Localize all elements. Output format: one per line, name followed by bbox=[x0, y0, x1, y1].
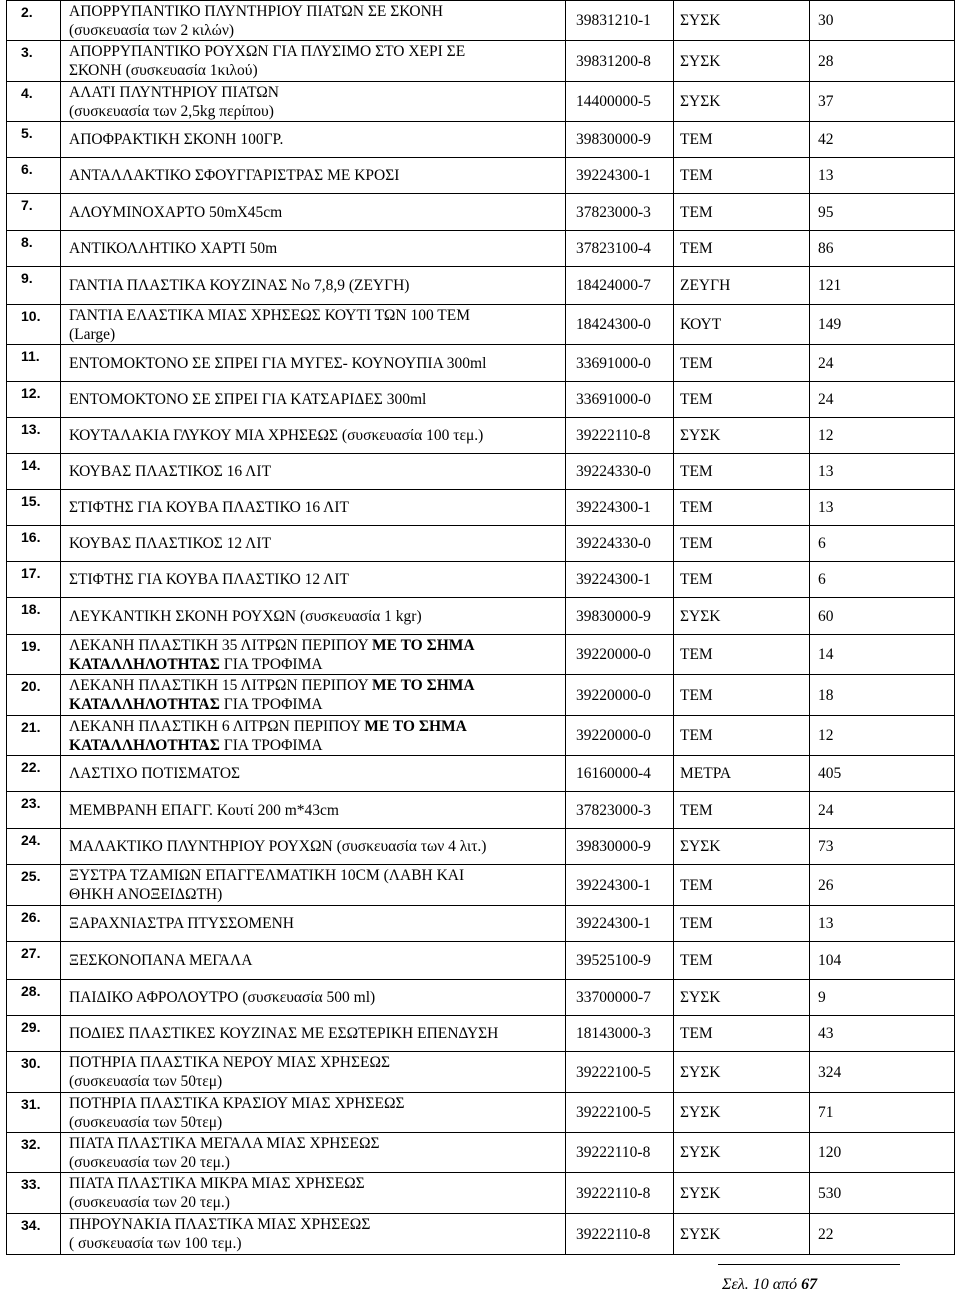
items-table bbox=[6, 0, 955, 1255]
item-number: 11. bbox=[7, 345, 61, 382]
item-quantity: 95 bbox=[810, 194, 955, 231]
text-segment: ΓΙΑ ΤΡΟΦΙΜΑ bbox=[219, 736, 323, 754]
description-line: ΘΗΚΗ ΑΝΟΞΕΙΔΩΤΗ) bbox=[69, 886, 223, 903]
page-footer bbox=[722, 1276, 817, 1294]
description-line: ΜΕΜΒΡΑΝΗ ΕΠΑΓΓ. Κουτί 200 m*43cm bbox=[69, 801, 339, 819]
description-line: ΕΝΤΟΜΟΚΤΟΝΟ ΣΕ ΣΠΡΕΙ ΓΙΑ ΜΥΓΕΣ- ΚΟΥΝΟΥΠΙΑ 300ml bbox=[69, 354, 487, 372]
item-quantity: 6 bbox=[810, 526, 955, 562]
item-cpv-code: 39224300-1 bbox=[566, 562, 674, 598]
item-description bbox=[61, 635, 566, 675]
item-unit: ΤΕΜ bbox=[674, 562, 810, 598]
item-unit: ΤΕΜ bbox=[674, 792, 810, 829]
table-row bbox=[7, 345, 955, 382]
table-row bbox=[7, 829, 955, 865]
item-description bbox=[61, 1052, 566, 1093]
item-description bbox=[61, 382, 566, 418]
item-description bbox=[61, 1133, 566, 1173]
table-row bbox=[7, 906, 955, 942]
table-row bbox=[7, 418, 955, 454]
item-quantity: 28 bbox=[810, 41, 955, 82]
item-cpv-code: 39222100-5 bbox=[566, 1093, 674, 1133]
table-row bbox=[7, 305, 955, 345]
table-row bbox=[7, 598, 955, 635]
table-row bbox=[7, 1052, 955, 1093]
description-line: ΑΠΟΡΡΥΠΑΝΤΙΚΟ ΠΛΥΝΤΗΡΙΟΥ ΠΙΑΤΩΝ ΣΕ ΣΚΟΝΗ bbox=[69, 2, 443, 20]
item-number: 28. bbox=[7, 980, 61, 1016]
footer-separator: από bbox=[768, 1276, 802, 1293]
item-quantity: 24 bbox=[810, 345, 955, 382]
item-quantity: 13 bbox=[810, 158, 955, 194]
table-row bbox=[7, 526, 955, 562]
item-cpv-code: 39222110-8 bbox=[566, 418, 674, 454]
item-number: 15. bbox=[7, 490, 61, 526]
item-description bbox=[61, 526, 566, 562]
item-quantity: 24 bbox=[810, 792, 955, 829]
item-quantity: 13 bbox=[810, 906, 955, 942]
item-number: 8. bbox=[7, 231, 61, 267]
item-number: 23. bbox=[7, 792, 61, 829]
item-number: 20. bbox=[7, 675, 61, 716]
item-unit: ΣΥΣΚ bbox=[674, 980, 810, 1016]
description-line: ΛΑΣΤΙΧΟ ΠΟΤΙΣΜΑΤΟΣ bbox=[69, 765, 241, 782]
text-segment: ΓΙΑ ΤΡΟΦΙΜΑ bbox=[219, 696, 323, 713]
table-row bbox=[7, 716, 955, 756]
table-row bbox=[7, 756, 955, 792]
item-cpv-code: 39224300-1 bbox=[566, 906, 674, 942]
description-line bbox=[69, 676, 559, 695]
item-quantity: 12 bbox=[810, 418, 955, 454]
description-line: ΛΕΥΚΑΝΤΙΚΗ ΣΚΟΝΗ ΡΟΥΧΩΝ (συσκευασία 1 kgr) bbox=[69, 607, 422, 625]
description-line: ΠΗΡΟΥΝΑΚΙΑ ΠΛΑΣΤΙΚΑ ΜΙΑΣ ΧΡΗΣΕΩΣ bbox=[69, 1216, 371, 1233]
item-unit: ΤΕΜ bbox=[674, 675, 810, 716]
item-quantity: 324 bbox=[810, 1052, 955, 1093]
item-unit: ΤΕΜ bbox=[674, 635, 810, 675]
item-quantity: 6 bbox=[810, 562, 955, 598]
footer-total-pages: 67 bbox=[801, 1276, 818, 1293]
item-cpv-code: 39220000-0 bbox=[566, 716, 674, 756]
description-line: ΑΠΟΦΡΑΚΤΙΚΗ ΣΚΟΝΗ 100ΓΡ. bbox=[69, 131, 284, 148]
item-quantity: 22 bbox=[810, 1214, 955, 1255]
item-number: 31. bbox=[7, 1093, 61, 1133]
item-quantity: 149 bbox=[810, 305, 955, 345]
description-line: ΞΑΡΑΧΝΙΑΣΤΡΑ ΠΤΥΣΣΟΜΕΝΗ bbox=[69, 915, 294, 932]
description-line bbox=[69, 736, 559, 755]
table-row bbox=[7, 865, 955, 906]
item-cpv-code: 37823100-4 bbox=[566, 231, 674, 267]
item-unit: ΤΕΜ bbox=[674, 942, 810, 980]
item-cpv-code: 18424000-7 bbox=[566, 267, 674, 305]
description-line: ΑΝΤΑΛΛΑΚΤΙΚΟ ΣΦΟΥΓΓΑΡΙΣΤΡΑΣ ΜΕ ΚΡΟΣΙ bbox=[69, 167, 400, 184]
item-cpv-code: 39220000-0 bbox=[566, 675, 674, 716]
item-number: 5. bbox=[7, 122, 61, 158]
description-line: ΑΛΟΥΜΙΝΟΧΑΡΤΟ 50mX45cm bbox=[69, 203, 283, 221]
description-line: ΞΥΣΤΡΑ ΤΖΑΜΙΩΝ ΕΠΑΓΓΕΛΜΑΤΙΚΗ 10CM (ΛΑΒΗ ΚΑΙ bbox=[69, 867, 465, 884]
item-description bbox=[61, 675, 566, 716]
item-quantity: 42 bbox=[810, 122, 955, 158]
document-page bbox=[6, 0, 954, 1255]
item-cpv-code: 39222110-8 bbox=[566, 1133, 674, 1173]
description-line: (συσκευασία των 2 κιλών) bbox=[69, 21, 234, 39]
item-number: 22. bbox=[7, 756, 61, 792]
item-description bbox=[61, 267, 566, 305]
item-description bbox=[61, 41, 566, 82]
item-cpv-code: 39525100-9 bbox=[566, 942, 674, 980]
table-row bbox=[7, 1133, 955, 1173]
item-number: 9. bbox=[7, 267, 61, 305]
item-description bbox=[61, 829, 566, 865]
item-cpv-code: 39224300-1 bbox=[566, 158, 674, 194]
item-quantity: 43 bbox=[810, 1016, 955, 1052]
item-unit: ΣΥΣΚ bbox=[674, 1133, 810, 1173]
table-row bbox=[7, 1173, 955, 1214]
item-description bbox=[61, 454, 566, 490]
item-number: 29. bbox=[7, 1016, 61, 1052]
description-line: ΚΟΥΤΑΛΑΚΙΑ ΓΛΥΚΟΥ ΜΙΑ ΧΡΗΣΕΩΣ (συσκευασία 100 τεμ.) bbox=[69, 427, 484, 444]
item-number: 12. bbox=[7, 382, 61, 418]
table-row bbox=[7, 942, 955, 980]
table-row bbox=[7, 267, 955, 305]
item-description bbox=[61, 562, 566, 598]
table-row bbox=[7, 158, 955, 194]
item-description bbox=[61, 158, 566, 194]
description-line: ΣΚΟΝΗ (συσκευασία 1κιλού) bbox=[69, 62, 258, 79]
item-description bbox=[61, 345, 566, 382]
table-row bbox=[7, 82, 955, 122]
item-number: 6. bbox=[7, 158, 61, 194]
description-line: (συσκευασία των 2,5kg περίπου) bbox=[69, 102, 274, 120]
item-number: 25. bbox=[7, 865, 61, 906]
description-line: ΣΤΙΦΤΗΣ ΓΙΑ ΚΟΥΒΑ ΠΛΑΣΤΙΚΟ 12 ΛΙΤ bbox=[69, 571, 350, 588]
table-row bbox=[7, 792, 955, 829]
item-description bbox=[61, 1, 566, 41]
item-number: 13. bbox=[7, 418, 61, 454]
bold-text: ΜΕ ΤΟ ΣΗΜΑ bbox=[372, 636, 475, 654]
item-description bbox=[61, 305, 566, 345]
description-line: ΓΑΝΤΙΑ ΠΛΑΣΤΙΚΑ ΚΟΥΖΙΝΑΣ Νο 7,8,9 (ΖΕΥΓΗ) bbox=[69, 277, 410, 294]
item-unit: ΤΕΜ bbox=[674, 716, 810, 756]
item-quantity: 71 bbox=[810, 1093, 955, 1133]
item-cpv-code: 39222100-5 bbox=[566, 1052, 674, 1093]
table-row bbox=[7, 1214, 955, 1255]
item-quantity: 9 bbox=[810, 980, 955, 1016]
item-quantity: 13 bbox=[810, 454, 955, 490]
item-number: 14. bbox=[7, 454, 61, 490]
description-line: ΚΟΥΒΑΣ ΠΛΑΣΤΙΚΟΣ 12 ΛΙΤ bbox=[69, 535, 272, 552]
bold-text: ΜΕ ΤΟ ΣΗΜΑ bbox=[372, 677, 475, 694]
item-cpv-code: 39220000-0 bbox=[566, 635, 674, 675]
item-unit: ΣΥΣΚ bbox=[674, 598, 810, 635]
description-line: ΠΟΤΗΡΙΑ ΠΛΑΣΤΙΚΑ ΚΡΑΣΙΟΥ ΜΙΑΣ ΧΡΗΣΕΩΣ bbox=[69, 1094, 405, 1112]
description-line: (συσκευασία των 50τεμ) bbox=[69, 1073, 223, 1090]
item-unit: ΤΕΜ bbox=[674, 122, 810, 158]
table-row bbox=[7, 382, 955, 418]
item-number: 3. bbox=[7, 41, 61, 82]
item-number: 34. bbox=[7, 1214, 61, 1255]
item-description bbox=[61, 490, 566, 526]
item-description bbox=[61, 980, 566, 1016]
table-row bbox=[7, 1, 955, 41]
item-description bbox=[61, 792, 566, 829]
item-unit: ΤΕΜ bbox=[674, 526, 810, 562]
item-quantity: 24 bbox=[810, 382, 955, 418]
item-number: 33. bbox=[7, 1173, 61, 1214]
item-unit: ΣΥΣΚ bbox=[674, 1, 810, 41]
item-number: 27. bbox=[7, 942, 61, 980]
description-line: (Large) bbox=[69, 325, 116, 343]
text-segment: ΓΙΑ ΤΡΟΦΙΜΑ bbox=[219, 655, 323, 673]
description-line: ΕΝΤΟΜΟΚΤΟΝΟ ΣΕ ΣΠΡΕΙ ΓΙΑ ΚΑΤΣΑΡΙΔΕΣ 300ml bbox=[69, 391, 427, 408]
item-number: 17. bbox=[7, 562, 61, 598]
description-line bbox=[69, 655, 559, 674]
item-unit: ΜΕΤΡΑ bbox=[674, 756, 810, 792]
item-unit: ΣΥΣΚ bbox=[674, 1093, 810, 1133]
item-cpv-code: 39831210-1 bbox=[566, 1, 674, 41]
item-description bbox=[61, 716, 566, 756]
item-quantity: 12 bbox=[810, 716, 955, 756]
item-number: 16. bbox=[7, 526, 61, 562]
item-number: 24. bbox=[7, 829, 61, 865]
table-row bbox=[7, 194, 955, 231]
item-number: 30. bbox=[7, 1052, 61, 1093]
item-number: 2. bbox=[7, 1, 61, 41]
item-quantity: 14 bbox=[810, 635, 955, 675]
text-segment: ΛΕΚΑΝΗ ΠΛΑΣΤΙΚΗ 15 ΛΙΤΡΩΝ ΠΕΡΙΠΟΥ bbox=[69, 677, 373, 694]
item-unit: ΚΟΥΤ bbox=[674, 305, 810, 345]
item-quantity: 26 bbox=[810, 865, 955, 906]
item-quantity: 530 bbox=[810, 1173, 955, 1214]
item-description bbox=[61, 906, 566, 942]
item-quantity: 405 bbox=[810, 756, 955, 792]
description-line: ΠΙΑΤΑ ΠΛΑΣΤΙΚΑ ΜΕΓΑΛΑ ΜΙΑΣ ΧΡΗΣΕΩΣ bbox=[69, 1134, 380, 1152]
description-line: (συσκευασία των 20 τεμ.) bbox=[69, 1153, 230, 1171]
item-description bbox=[61, 1214, 566, 1255]
bold-text: ΚΑΤΑΛΛΗΛΟΤΗΤΑΣ bbox=[69, 655, 220, 673]
item-description bbox=[61, 942, 566, 980]
item-number: 32. bbox=[7, 1133, 61, 1173]
item-cpv-code: 39831200-8 bbox=[566, 41, 674, 82]
item-cpv-code: 39830000-9 bbox=[566, 122, 674, 158]
item-cpv-code: 33691000-0 bbox=[566, 382, 674, 418]
description-line: ΜΑΛΑΚΤΙΚΟ ΠΛΥΝΤΗΡΙΟΥ ΡΟΥΧΩΝ (συσκευασία των 4 λιτ.) bbox=[69, 838, 487, 855]
item-cpv-code: 39222110-8 bbox=[566, 1214, 674, 1255]
item-unit: ΣΥΣΚ bbox=[674, 829, 810, 865]
description-line: ΣΤΙΦΤΗΣ ΓΙΑ ΚΟΥΒΑ ΠΛΑΣΤΙΚΟ 16 ΛΙΤ bbox=[69, 499, 350, 516]
item-quantity: 18 bbox=[810, 675, 955, 716]
description-line: ΠΑΙΔΙΚΟ ΑΦΡΟΛΟΥΤΡΟ (συσκευασία 500 ml) bbox=[69, 989, 376, 1006]
description-line: (συσκευασία των 50τεμ) bbox=[69, 1113, 223, 1131]
item-cpv-code: 18143000-3 bbox=[566, 1016, 674, 1052]
item-cpv-code: 39224330-0 bbox=[566, 454, 674, 490]
item-unit: ΣΥΣΚ bbox=[674, 41, 810, 82]
description-line: ΑΝΤΙΚΟΛΛΗΤΙΚΟ ΧΑΡΤΙ 50m bbox=[69, 240, 278, 257]
item-cpv-code: 14400000-5 bbox=[566, 82, 674, 122]
item-description bbox=[61, 231, 566, 267]
item-description bbox=[61, 1093, 566, 1133]
item-number: 7. bbox=[7, 194, 61, 231]
table-row bbox=[7, 1093, 955, 1133]
item-quantity: 73 bbox=[810, 829, 955, 865]
item-number: 19. bbox=[7, 635, 61, 675]
description-line: ( συσκευασία των 100 τεμ.) bbox=[69, 1235, 242, 1252]
item-unit: ΤΕΜ bbox=[674, 345, 810, 382]
table-row bbox=[7, 980, 955, 1016]
item-quantity: 104 bbox=[810, 942, 955, 980]
item-cpv-code: 39830000-9 bbox=[566, 829, 674, 865]
item-quantity: 13 bbox=[810, 490, 955, 526]
table-row bbox=[7, 122, 955, 158]
item-cpv-code: 37823000-3 bbox=[566, 194, 674, 231]
item-cpv-code: 16160000-4 bbox=[566, 756, 674, 792]
description-line: ΑΛΑΤΙ ΠΛΥΝΤΗΡΙΟΥ ΠΙΑΤΩΝ bbox=[69, 83, 279, 101]
item-description bbox=[61, 865, 566, 906]
item-quantity: 120 bbox=[810, 1133, 955, 1173]
item-unit: ΣΥΣΚ bbox=[674, 418, 810, 454]
item-unit: ΣΥΣΚ bbox=[674, 1214, 810, 1255]
item-number: 4. bbox=[7, 82, 61, 122]
bold-text: ΜΕ ΤΟ ΣΗΜΑ bbox=[364, 717, 467, 735]
item-unit: ΤΕΜ bbox=[674, 865, 810, 906]
table-row bbox=[7, 1016, 955, 1052]
footer-prefix: Σελ. bbox=[722, 1276, 753, 1293]
item-cpv-code: 39224330-0 bbox=[566, 526, 674, 562]
item-unit: ΤΕΜ bbox=[674, 194, 810, 231]
item-unit: ΣΥΣΚ bbox=[674, 1052, 810, 1093]
description-line: ΓΑΝΤΙΑ ΕΛΑΣΤΙΚΑ ΜΙΑΣ ΧΡΗΣΕΩΣ ΚΟΥΤΙ ΤΩΝ 100 ΤΕΜ bbox=[69, 306, 471, 324]
table-row bbox=[7, 635, 955, 675]
bold-text: ΚΑΤΑΛΛΗΛΟΤΗΤΑΣ bbox=[69, 696, 220, 713]
description-line bbox=[69, 636, 559, 655]
item-unit: ΣΥΣΚ bbox=[674, 1173, 810, 1214]
item-cpv-code: 37823000-3 bbox=[566, 792, 674, 829]
item-description bbox=[61, 122, 566, 158]
item-quantity: 60 bbox=[810, 598, 955, 635]
description-line bbox=[69, 717, 559, 736]
item-quantity: 86 bbox=[810, 231, 955, 267]
description-line: ΞΕΣΚΟΝΟΠΑΝΑ ΜΕΓΑΛΑ bbox=[69, 952, 253, 969]
item-number: 10. bbox=[7, 305, 61, 345]
item-description bbox=[61, 1016, 566, 1052]
table-row bbox=[7, 454, 955, 490]
table-row bbox=[7, 490, 955, 526]
text-segment: ΛΕΚΑΝΗ ΠΛΑΣΤΙΚΗ 6 ΛΙΤΡΩΝ ΠΕΡΙΠΟΥ bbox=[69, 717, 365, 735]
footer-rule bbox=[718, 1264, 900, 1265]
table-row bbox=[7, 675, 955, 716]
description-line: (συσκευασία των 20 τεμ.) bbox=[69, 1194, 230, 1211]
item-unit: ΤΕΜ bbox=[674, 490, 810, 526]
description-line: ΠΟΤΗΡΙΑ ΠΛΑΣΤΙΚΑ ΝΕΡΟΥ ΜΙΑΣ ΧΡΗΣΕΩΣ bbox=[69, 1054, 390, 1071]
description-line: ΚΟΥΒΑΣ ΠΛΑΣΤΙΚΟΣ 16 ΛΙΤ bbox=[69, 463, 272, 480]
item-cpv-code: 33700000-7 bbox=[566, 980, 674, 1016]
text-segment: ΛΕΚΑΝΗ ΠΛΑΣΤΙΚΗ 35 ΛΙΤΡΩΝ ΠΕΡΙΠΟΥ bbox=[69, 636, 373, 654]
table-row bbox=[7, 231, 955, 267]
description-line: ΑΠΟΡΡΥΠΑΝΤΙΚΟ ΡΟΥΧΩΝ ΓΙΑ ΠΛΥΣΙΜΟ ΣΤΟ ΧΕΡΙ ΣΕ bbox=[69, 43, 466, 60]
item-unit: ΤΕΜ bbox=[674, 906, 810, 942]
item-cpv-code: 33691000-0 bbox=[566, 345, 674, 382]
footer-page-number: 10 bbox=[752, 1276, 769, 1293]
item-description bbox=[61, 82, 566, 122]
item-number: 21. bbox=[7, 716, 61, 756]
item-cpv-code: 39224300-1 bbox=[566, 490, 674, 526]
item-unit: ΤΕΜ bbox=[674, 1016, 810, 1052]
item-unit: ΤΕΜ bbox=[674, 454, 810, 490]
item-quantity: 121 bbox=[810, 267, 955, 305]
description-line bbox=[69, 695, 559, 714]
item-quantity: 30 bbox=[810, 1, 955, 41]
item-unit: ΤΕΜ bbox=[674, 158, 810, 194]
description-line: ΠΟΔΙΕΣ ΠΛΑΣΤΙΚΕΣ ΚΟΥΖΙΝΑΣ ΜΕ ΕΣΩΤΕΡΙΚΗ ΕΠΕΝΔΥΣΗ bbox=[69, 1025, 499, 1042]
item-description bbox=[61, 418, 566, 454]
description-line: ΠΙΑΤΑ ΠΛΑΣΤΙΚΑ ΜΙΚΡΑ ΜΙΑΣ ΧΡΗΣΕΩΣ bbox=[69, 1175, 365, 1192]
item-unit: ΤΕΜ bbox=[674, 382, 810, 418]
item-description bbox=[61, 756, 566, 792]
item-quantity: 37 bbox=[810, 82, 955, 122]
item-description bbox=[61, 194, 566, 231]
item-number: 26. bbox=[7, 906, 61, 942]
item-cpv-code: 39224300-1 bbox=[566, 865, 674, 906]
table-row bbox=[7, 562, 955, 598]
item-unit: ΖΕΥΓΗ bbox=[674, 267, 810, 305]
item-description bbox=[61, 598, 566, 635]
item-unit: ΤΕΜ bbox=[674, 231, 810, 267]
item-number: 18. bbox=[7, 598, 61, 635]
bold-text: ΚΑΤΑΛΛΗΛΟΤΗΤΑΣ bbox=[69, 736, 220, 754]
item-unit: ΣΥΣΚ bbox=[674, 82, 810, 122]
item-cpv-code: 18424300-0 bbox=[566, 305, 674, 345]
item-description bbox=[61, 1173, 566, 1214]
item-cpv-code: 39222110-8 bbox=[566, 1173, 674, 1214]
table-row bbox=[7, 41, 955, 82]
item-cpv-code: 39830000-9 bbox=[566, 598, 674, 635]
